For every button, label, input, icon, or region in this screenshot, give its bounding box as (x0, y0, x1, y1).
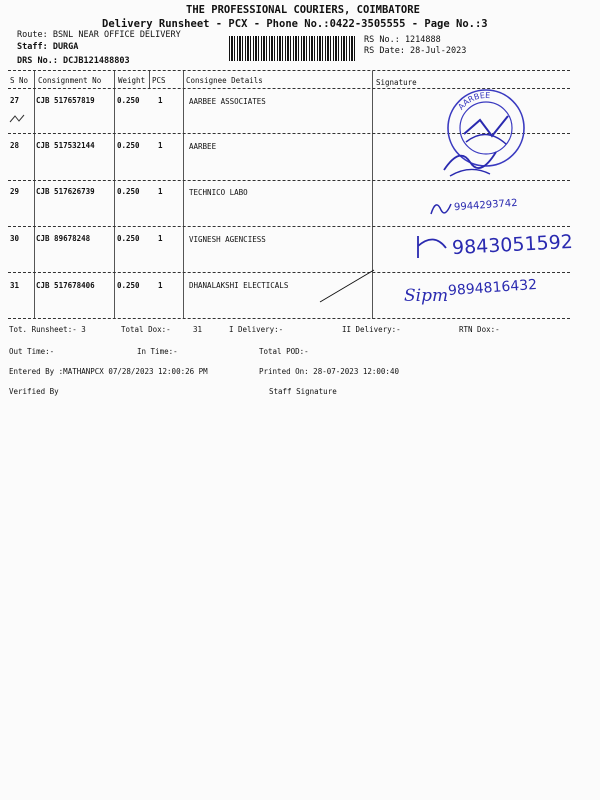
verified-by: Verified By (9, 387, 59, 396)
stamp-text: AARBEE (456, 90, 491, 112)
col-header-pcs: PCS (152, 76, 166, 85)
table-row-weight: 0.250 (117, 96, 140, 105)
col-header-sno: S No (10, 76, 29, 85)
entered-by: Entered By :MATHANPCX 07/28/2023 12:00:26 PM (9, 367, 208, 376)
column-divider (114, 71, 115, 319)
table-row-consignee: AARBEE ASSOCIATES (189, 97, 266, 106)
table-row-pcs: 1 (158, 96, 163, 105)
table-row-pcs: 1 (158, 141, 163, 150)
col-header-consignee: Consignee Details (186, 76, 263, 85)
table-row-sno: 28 (10, 141, 20, 150)
col-header-weight: Weight (118, 76, 146, 85)
table-row-consignment: CJB 89678248 (36, 234, 91, 243)
handwritten-signature (428, 196, 454, 220)
table-row-pcs: 1 (158, 234, 163, 243)
table-top-rule (8, 70, 570, 71)
table-row-pcs: 1 (158, 187, 163, 196)
i-delivery: I Delivery:- (229, 325, 284, 334)
signature-phone: 9843051592 (451, 230, 574, 260)
svg-text:AARBEE (456, 91, 490, 112)
column-divider (149, 71, 150, 89)
barcode (229, 36, 357, 61)
table-row-weight: 0.250 (117, 234, 140, 243)
table-row-consignment: CJB 517626739 (36, 187, 95, 196)
col-header-signature: Signature (376, 78, 417, 87)
row-rule (8, 272, 570, 273)
drs-number: DRS No.: DCJB121488803 (17, 56, 130, 66)
company-title: THE PROFESSIONAL COURIERS, COIMBATORE (186, 4, 420, 16)
row-rule (8, 226, 570, 227)
total-pod: Total POD:- (259, 347, 309, 356)
handwritten-mark (8, 112, 28, 126)
table-row-weight: 0.250 (117, 281, 140, 290)
handwritten-signature (440, 140, 500, 180)
out-time: Out Time:- (9, 347, 55, 356)
in-time: In Time:- (137, 347, 178, 356)
table-row-consignee: DHANALAKSHI ELECTICALS (189, 281, 289, 290)
table-row-consignee: VIGNESH AGENCIESS (189, 235, 266, 244)
total-runsheet: Tot. Runsheet:- 3 (9, 325, 86, 334)
column-divider (34, 71, 35, 319)
ii-delivery: II Delivery:- (342, 325, 401, 334)
route-label: Route: BSNL NEAR OFFICE DELIVERY (17, 30, 181, 40)
table-row-consignment: CJB 517532144 (36, 141, 95, 150)
table-row-sno: 30 (10, 234, 20, 243)
table-row-weight: 0.250 (117, 141, 140, 150)
column-divider (183, 71, 184, 319)
table-row-consignment: CJB 517678406 (36, 281, 95, 290)
table-row-consignee: TECHNICO LABO (189, 188, 248, 197)
signature-phone: 9894816432 (447, 276, 538, 300)
total-dox-value: 31 (193, 325, 203, 334)
runsheet-title: Delivery Runsheet - PCX - Phone No.:0422-3505555 - Page No.:3 (102, 18, 488, 30)
staff-signature: Staff Signature (269, 387, 337, 396)
printed-on: Printed On: 28-07-2023 12:00:40 (259, 367, 399, 376)
table-bottom-rule (8, 318, 570, 319)
total-dox-label: Total Dox:- (121, 325, 171, 334)
rs-number: RS No.: 1214888 (364, 35, 441, 45)
table-row-weight: 0.250 (117, 187, 140, 196)
pen-stroke (318, 268, 378, 304)
table-row-consignee: AARBEE (189, 142, 217, 151)
row-rule (8, 180, 570, 181)
table-row-sno: 27 (10, 96, 20, 105)
rtn-dox: RTN Dox:- (459, 325, 500, 334)
signature-phone: 9944293742 (453, 197, 518, 214)
table-row-sno: 31 (10, 281, 20, 290)
col-header-consignment: Consignment No (38, 76, 102, 85)
table-row-pcs: 1 (158, 281, 163, 290)
signature-name: Sipm (404, 286, 449, 306)
table-row-sno: 29 (10, 187, 20, 196)
handwritten-signature (412, 232, 452, 262)
table-row-consignment: CJB 517657819 (36, 96, 95, 105)
staff-label: Staff: DURGA (17, 42, 79, 52)
rs-date: RS Date: 28-Jul-2023 (364, 46, 467, 56)
